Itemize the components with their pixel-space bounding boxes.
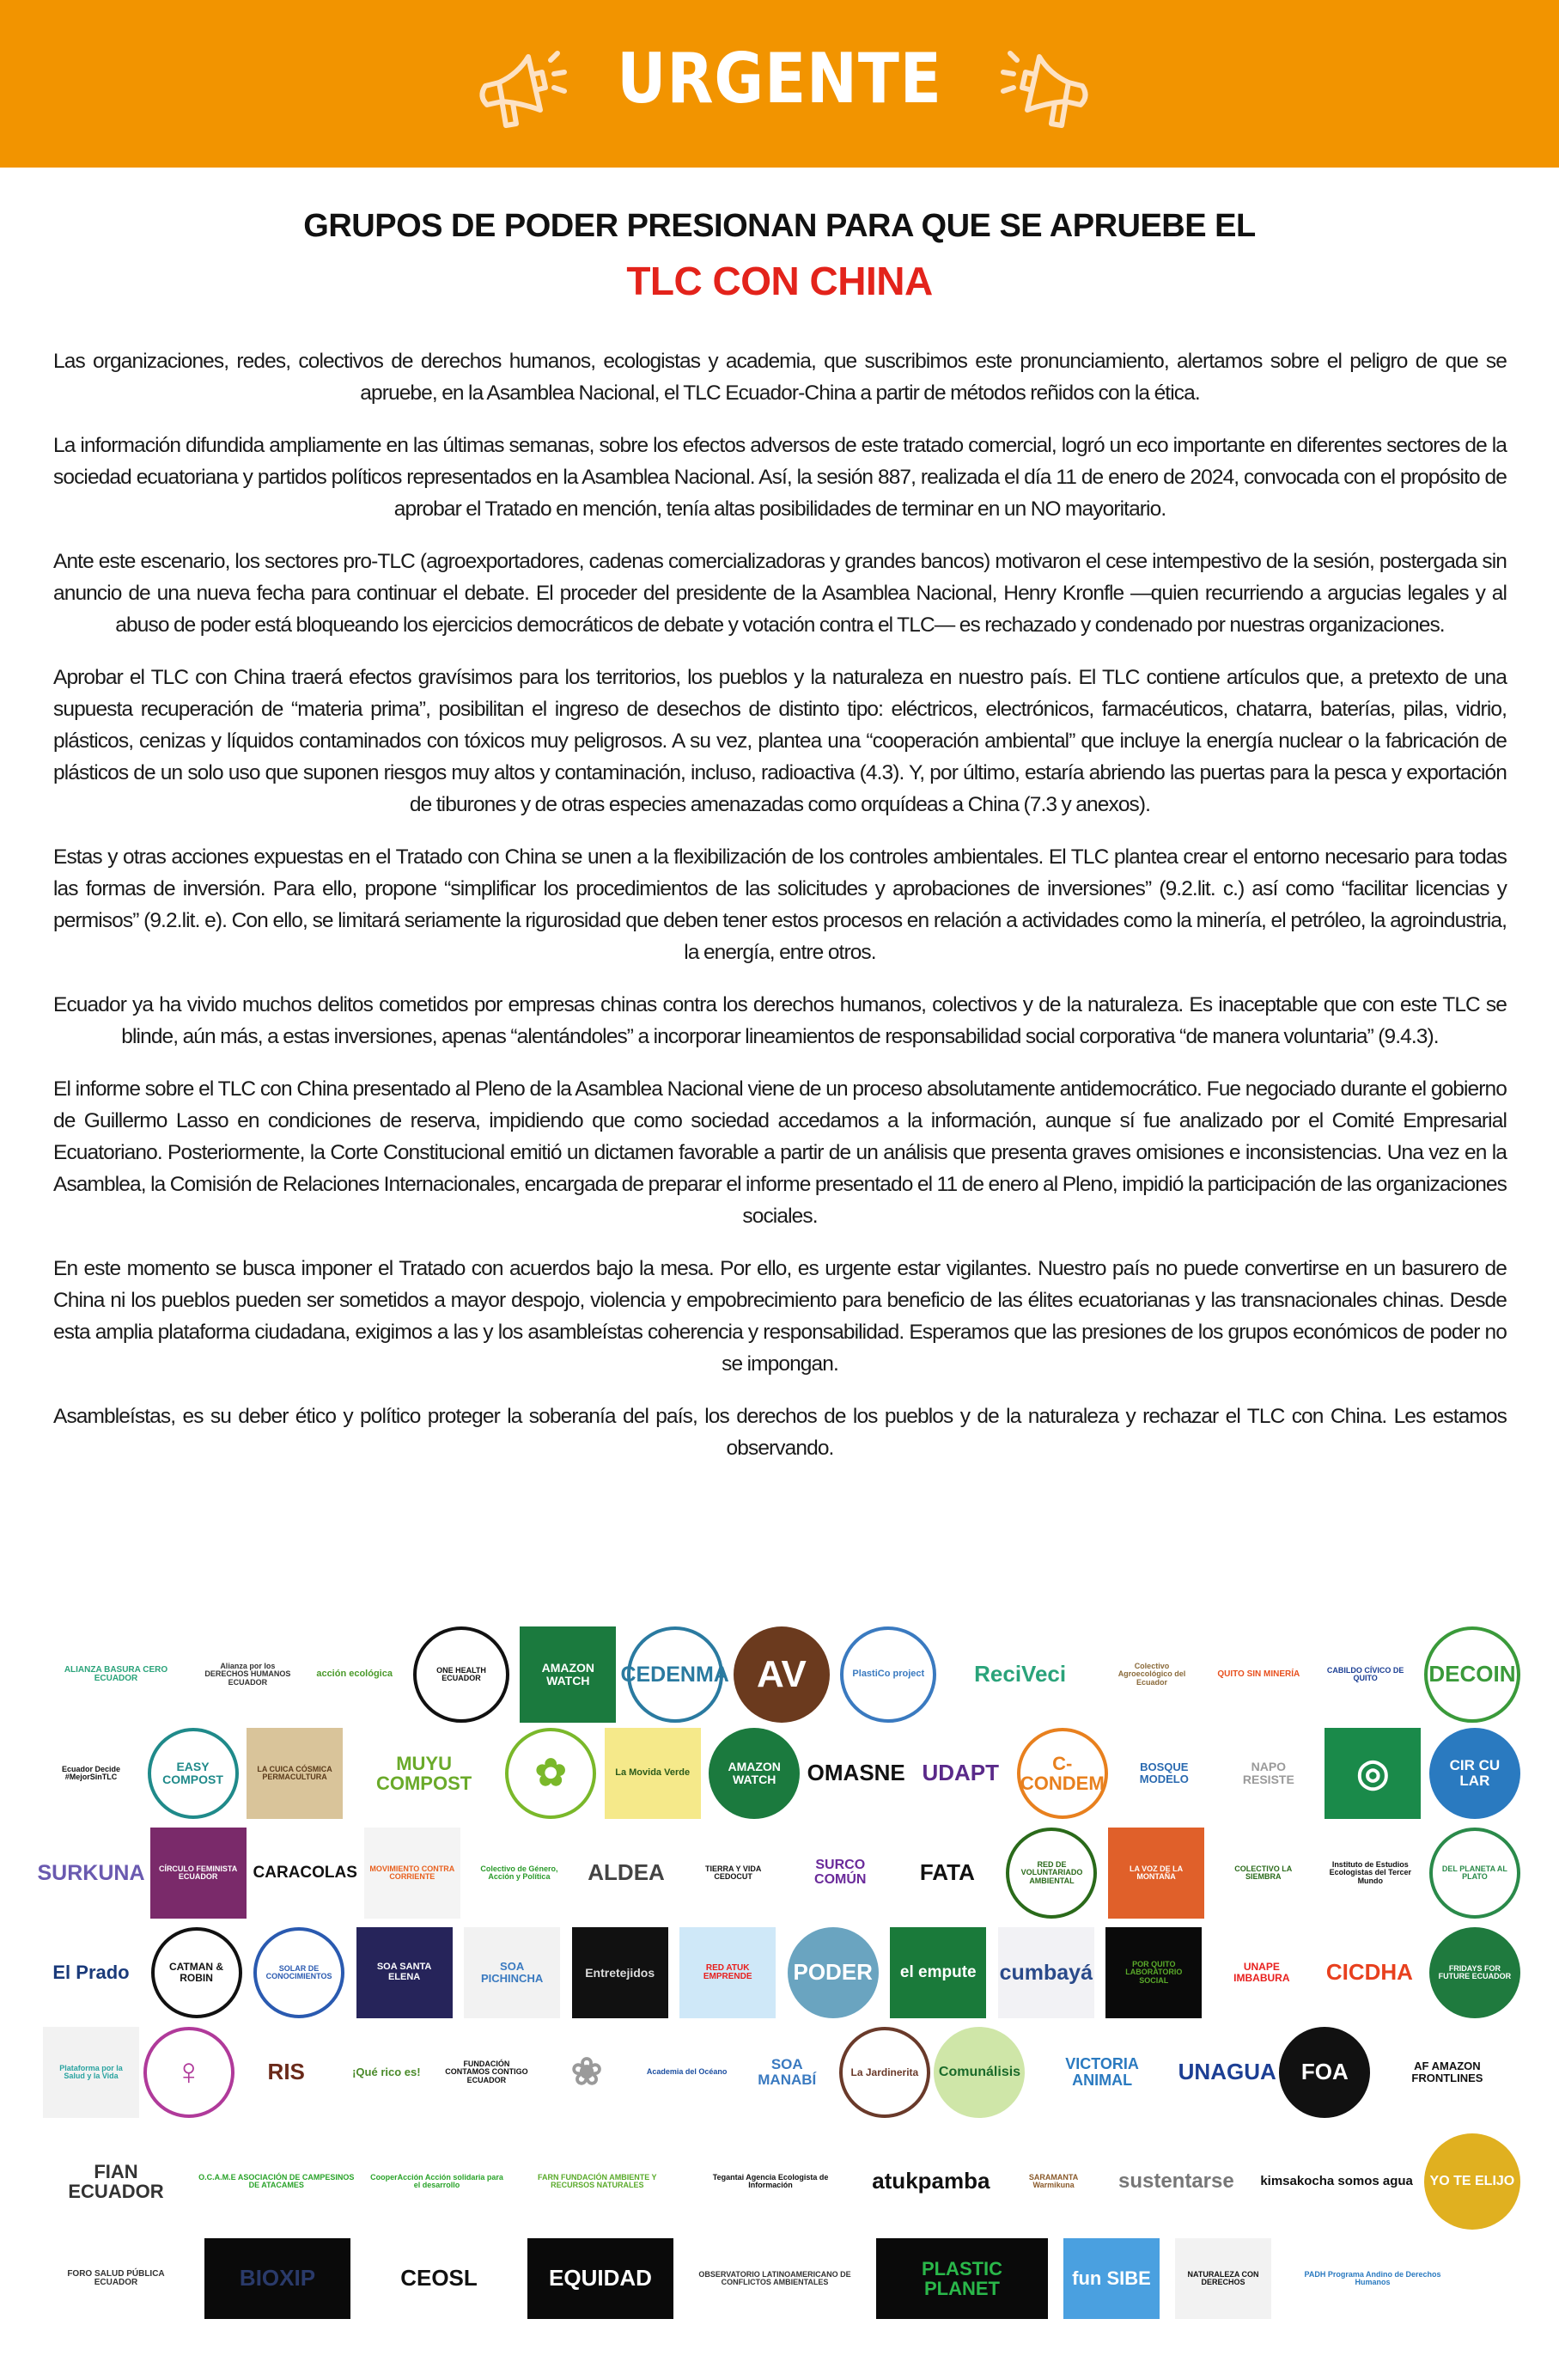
- org-logo: [1116, 1728, 1212, 1819]
- org-logo-text: FATA: [919, 1859, 975, 1886]
- paragraph: Aprobar el TLC con China traerá efectos gravísimos para los territorios, los pueblos y la naturaleza en nuestro país. El TLC contiene artículos que, a pretexto de una supuesta recuperación de “materia prima”, posibilitan el ingreso de desechos de distinto tipo: eléctricos, electrónicos, farmacéuticos, chatarra, baterías, pilas, vidrio, plásticos, cenizas y líquidos contaminados con tóxicos muy peligrosos. A su vez, plantea una “cooperación ambiental” que incluye la energía nuclear o la fabricación de plásticos de un solo uso que suponen riesgos muy altos y contaminación, incluso, radioactiva (4.3). Y, por último, estaría abriendo las puertas para la pesca y exportación de tiburones y de otras especies amenazadas como orquídeas a China (7.3 y anexos).: [53, 666, 1507, 816]
- org-logo-text: MUYU COMPOST: [375, 1752, 472, 1794]
- org-logo: [43, 1927, 139, 2018]
- org-logo: [792, 1828, 888, 1919]
- org-logo-text: ✿: [534, 1751, 567, 1794]
- org-logo: [1318, 1626, 1414, 1723]
- org-logo: [1006, 2133, 1102, 2230]
- org-logo: [143, 2027, 234, 2118]
- org-logo-text: BIOXIP: [239, 2265, 316, 2292]
- org-logo-text: NATURALEZA CON DERECHOS: [1187, 2269, 1259, 2286]
- org-logo-text: La Jardinerita: [850, 2066, 919, 2078]
- org-logo-text: CÍRCULO FEMINISTA ECUADOR: [158, 1864, 238, 1881]
- logo-row: [43, 1725, 1520, 1822]
- org-logo-text: Ecuador Decide #MejorSinTLC: [61, 1764, 121, 1781]
- org-logo-text: Entretejidos: [585, 1965, 655, 1980]
- logo-row: [37, 1825, 1520, 1921]
- org-logo-text: atukpamba: [872, 2168, 990, 2194]
- org-logo-text: AMAZON WATCH: [541, 1661, 595, 1687]
- logo-row: [43, 1925, 1520, 2021]
- org-logo: [307, 1626, 403, 1723]
- org-logo: [471, 1828, 567, 1919]
- org-logo: [685, 1828, 782, 1919]
- org-logo-text: UNAPE IMBABURA: [1233, 1961, 1290, 1984]
- org-logo: [890, 1927, 986, 2018]
- org-logo: [351, 1728, 497, 1819]
- org-logo-text: NAPO RESISTE: [1242, 1760, 1294, 1786]
- org-logo-text: PlastiCo project: [852, 1669, 925, 1680]
- paragraph: Asambleístas, es su deber ético y político proteger la soberanía del país, los derechos de los pueblos y de la naturaleza y rechazar el TLC con China. Les estamos observando.: [53, 1405, 1507, 1460]
- org-logo-text: ❀: [570, 2050, 603, 2093]
- org-logo: [1279, 2027, 1370, 2118]
- org-logo-text: acción ecológica: [316, 1669, 393, 1680]
- org-logo: [1214, 1927, 1310, 2018]
- org-logo-text: AF AMAZON FRONTLINES: [1411, 2060, 1483, 2084]
- org-logo-text: Comunálisis: [938, 2064, 1021, 2079]
- org-logo: [788, 1927, 879, 2018]
- org-logo: [912, 1728, 1008, 1819]
- org-logo-text: COLECTIVO LA SIEMBRA: [1234, 1864, 1293, 1881]
- org-logo: [679, 1927, 776, 2018]
- org-logo: [840, 1626, 936, 1723]
- org-logo-text: el empute: [899, 1963, 977, 1982]
- org-logo-text: FIAN ECUADOR: [68, 2160, 164, 2202]
- org-logo-text: BOSQUE MODELO: [1139, 1761, 1189, 1785]
- org-logo: [148, 1728, 239, 1819]
- org-logo-text: CARACOLAS: [253, 1864, 357, 1883]
- logo-row: [43, 2024, 1520, 2121]
- org-logo: [934, 2027, 1025, 2118]
- org-logo-text: LA CUICA CÓSMICA PERMACULTURA: [257, 1764, 332, 1781]
- org-logo-text: CABILDO CÍVICO DE QUITO: [1326, 1665, 1404, 1682]
- org-logo: [511, 2133, 683, 2230]
- org-logo: [709, 1728, 800, 1819]
- org-logo: [1321, 1927, 1417, 2018]
- org-logo: [1108, 1828, 1204, 1919]
- org-logo: [539, 2027, 635, 2118]
- org-logo: [876, 2238, 1048, 2319]
- org-logo: [1429, 1927, 1520, 2018]
- org-logo: [998, 1927, 1094, 2018]
- org-logo-text: FOA: [1300, 2059, 1349, 2085]
- org-logo: [199, 1626, 295, 1723]
- org-logo-text: Academia del Océano: [646, 2067, 728, 2077]
- org-logo: [734, 1626, 830, 1723]
- org-logo-text: Instituto de Estudios Ecologistas del Tercer Mundo: [1329, 1859, 1411, 1885]
- paragraph: Estas y otras acciones expuestas en el Tratado con China se unen a la flexibilización de los controles ambientales. El TLC plantea crear el entorno necesario para todas las formas de inversión. Para ello, propone “simplificar los procedimientos de las solicitudes y aprobaciones de inversiones” (9.2.lit. c.) así como “facilitar licencias y permisos” (9.2.lit. e). Con ello, se limitará seriamente la rigurosidad que deben tener estos procesos en relación a actividades como la minería, el petróleo, la agroindustria, la energía, entre otros.: [53, 845, 1507, 964]
- org-logo-text: OMASNE: [807, 1760, 905, 1786]
- org-logo: [1103, 2133, 1249, 2230]
- paragraph: El informe sobre el TLC con China presentado al Pleno de la Asamblea Nacional viene de un proceso absolutamente antidemocrático. Fue negociado durante el gobierno de Guillermo Lasso en condiciones de reserva, impidiendo que como sociedad accedamos a la información, aunque sí fue analizado por el Comité Empresarial Ecuatoriano. Posteriormente, la Corte Constitucional emitió un dictamen favorable a partir de un análisis que presenta graves omisiones e inconsistencias. Una vez en la Asamblea, la Comisión de Relaciones Internacionales, encargada de preparar el informe presentado el 11 de enero al Pleno, impidió la participación de las organizaciones sociales.: [53, 1077, 1507, 1228]
- org-logo-text: CATMAN & ROBIN: [168, 1961, 224, 1984]
- org-logo-text: SOA MANABÍ: [758, 2056, 817, 2088]
- org-logo: [505, 1728, 596, 1819]
- org-logo-text: O.C.A.M.E ASOCIACIÓN DE CAMPESINOS DE ATACAMES: [198, 2172, 355, 2189]
- org-logo-text: YO TE ELIJO: [1429, 2173, 1515, 2188]
- org-logo-text: ONE HEALTH ECUADOR: [436, 1665, 486, 1682]
- org-logo: [364, 2133, 510, 2230]
- org-logo-text: CEOSL: [400, 2265, 478, 2292]
- headline-highlight: TLC CON CHINA: [626, 259, 933, 303]
- org-logo: [1104, 1626, 1200, 1723]
- org-logo-text: SOA PICHINCHA: [481, 1960, 544, 1985]
- org-logo: [620, 1626, 729, 1723]
- org-logo-text: MOVIMIENTO CONTRA CORRIENTE: [369, 1864, 455, 1881]
- org-logo: [839, 2027, 930, 2118]
- org-logo: [37, 1828, 145, 1919]
- org-logo-text: UNAGUA: [1178, 2059, 1276, 2085]
- org-logo-text: sustentarse: [1117, 2169, 1234, 2194]
- org-logo-text: fun SIBE: [1072, 2267, 1151, 2290]
- org-logo-text: DECOIN: [1428, 1661, 1516, 1687]
- org-logo-text: ReciVeci: [974, 1661, 1067, 1687]
- paragraph: Las organizaciones, redes, colectivos de derechos humanos, ecologistas y academia, que suscribimos este pronunciamiento, alertamos sobre el peligro de que se apruebe, en la Asamblea Nacional, el TLC Ecuador-China a partir de métodos reñidos con la ética.: [53, 350, 1507, 405]
- org-logo-text: FUNDACIÓN CONTAMOS CONTIGO ECUADOR: [445, 2059, 528, 2084]
- logo-row: [43, 2131, 1520, 2232]
- org-logo: [1429, 1728, 1520, 1819]
- org-logo-text: EQUIDAD: [549, 2265, 652, 2292]
- org-logo-text: RED DE VOLUNTARIADO AMBIENTAL: [1020, 1859, 1083, 1885]
- org-logo: [1322, 1828, 1418, 1919]
- org-logo-text: DEL PLANETA AL PLATO: [1441, 1864, 1507, 1881]
- org-logo: [1029, 2027, 1175, 2118]
- org-logo: [151, 1927, 242, 2018]
- org-logo-text: FRIDAYS FOR FUTURE ECUADOR: [1438, 1963, 1512, 1980]
- logo-row: [43, 1624, 1520, 1725]
- org-logo-text: PADH Programa Andino de Derechos Humanos: [1304, 2269, 1441, 2286]
- org-logo: [1215, 1828, 1312, 1919]
- org-logo-text: FARN FUNDACIÓN AMBIENTE Y RECURSOS NATURALES: [538, 2172, 657, 2189]
- org-logo: [1063, 2238, 1160, 2319]
- org-logo: [739, 2027, 835, 2118]
- org-logo: [899, 1828, 996, 1919]
- org-logo: [578, 1828, 674, 1919]
- org-logo: [43, 2027, 139, 2118]
- headline: GRUPOS DE PODER PRESIONAN PARA QUE SE APRUEBE EL: [303, 208, 1256, 244]
- org-logo: [43, 2238, 189, 2319]
- org-logo: [527, 2238, 673, 2319]
- org-logo-text: AV: [757, 1652, 807, 1695]
- org-logo-text: RED ATUK EMPRENDE: [703, 1962, 752, 1981]
- org-logo: [1429, 1828, 1520, 1919]
- org-logo-text: CEDENMA: [620, 1662, 729, 1687]
- org-logo: [438, 2027, 534, 2118]
- org-logo: [1179, 2027, 1276, 2118]
- org-logo: [685, 2133, 856, 2230]
- org-logo-text: LA VOZ DE LA MONTAÑA: [1130, 1864, 1184, 1881]
- org-logo-text: TIERRA Y VIDA CEDOCUT: [704, 1864, 762, 1881]
- org-logo: [338, 2027, 435, 2118]
- org-logo-text: QUITO SIN MINERÍA: [1217, 1669, 1300, 1679]
- org-logo-text: ◎: [1356, 1751, 1390, 1794]
- org-logo: [947, 1626, 1093, 1723]
- org-logo: [1221, 1728, 1317, 1819]
- org-logo: [1251, 2133, 1422, 2230]
- org-logo: [1105, 1927, 1202, 2018]
- org-logo-text: ALDEA: [588, 1859, 665, 1886]
- org-logo: [43, 1728, 139, 1819]
- org-logo-text: OBSERVATORIO LATINOAMERICANO DE CONFLICTOS AMBIENTALES: [698, 2269, 851, 2286]
- org-logo: [43, 2133, 189, 2230]
- org-logo: [808, 1728, 904, 1819]
- org-logo-text: ALIANZA BASURA CERO ECUADOR: [64, 1664, 168, 1683]
- org-logo-text: POR QUITO LABORATORIO SOCIAL: [1125, 1959, 1183, 1985]
- org-logo-text: UDAPT: [922, 1760, 1000, 1786]
- org-logo: [253, 1927, 344, 2018]
- org-logo-text: ¡Qué rico es!: [352, 2066, 421, 2079]
- org-logo-text: AMAZON WATCH: [728, 1760, 781, 1786]
- org-logo-text: Plataforma por la Salud y la Vida: [59, 2063, 123, 2080]
- org-logo: [572, 1927, 668, 2018]
- org-logo-text: RIS: [267, 2059, 305, 2085]
- org-logo-text: CooperAcción Acción solidaria para el desarrollo: [370, 2172, 503, 2189]
- paragraph: Ecuador ya ha vivido muchos delitos cometidos por empresas chinas contra los derechos humanos, colectivos y de la naturaleza. Es inaceptable que con este TLC se blinde, aún más, a estas inversiones, apenas “alentándoles” a incorporar lineamientos de responsabilidad social corporativa “de manera voluntaria” (9.4.3).: [53, 993, 1507, 1048]
- megaphone-icon: [996, 34, 1099, 129]
- org-logo: [253, 1828, 357, 1919]
- org-logo-text: SURCO COMÚN: [814, 1858, 867, 1887]
- org-logo-text: VICTORIA ANIMAL: [1065, 2055, 1139, 2089]
- logo-row: [43, 2236, 1520, 2322]
- org-logo-text: SOA SANTA ELENA: [376, 1962, 432, 1982]
- org-logo: [247, 1728, 343, 1819]
- org-logo-text: cumbayá: [999, 1960, 1093, 1985]
- org-logo-text: ♀: [174, 2050, 204, 2093]
- urgent-title: URGENTE: [617, 39, 942, 119]
- org-logo: [689, 2238, 861, 2319]
- org-logo: [204, 2238, 350, 2319]
- org-logo-text: SURKUNA: [37, 1860, 145, 1885]
- statement-body: [53, 345, 1507, 1485]
- org-logo: [1424, 1626, 1520, 1723]
- org-logo: [605, 1728, 701, 1819]
- org-logo: [356, 1927, 453, 2018]
- org-logo-text: Colectivo Agroecológico del Ecuador: [1117, 1661, 1186, 1687]
- org-logo-text: CIR CU LAR: [1449, 1757, 1501, 1789]
- org-logo: [191, 2133, 362, 2230]
- org-logo: [1424, 2133, 1520, 2230]
- org-logo: [464, 1927, 560, 2018]
- org-logo: [150, 1828, 247, 1919]
- org-logo: [1006, 1828, 1097, 1919]
- org-logo: [366, 2238, 512, 2319]
- org-logo-text: PLASTIC PLANET: [921, 2257, 1003, 2299]
- org-logo-text: La Movida Verde: [615, 1767, 691, 1779]
- org-logo-text: CICDHA: [1325, 1959, 1413, 1986]
- org-logo-text: PODER: [793, 1959, 873, 1986]
- paragraph: En este momento se busca imponer el Tratado con acuerdos bajo la mesa. Por ello, es urgente estar vigilantes. Nuestro país no puede convertirse en un basurero de China ni los pueblos pueden ser sometidos a mayor despojo, violencia y empobrecimiento para beneficio de las élites ecuatorianas y las transnacionales chinas. Desde esta amplia plataforma ciudadana, exigimos a las y los asambleístas coherencia y responsabilidad. Esperamos que las presiones de los grupos económicos de poder no se impongan.: [53, 1257, 1507, 1376]
- org-logo-text: Alianza por los DERECHOS HUMANOS ECUADOR: [204, 1661, 291, 1687]
- org-logo-text: EASY COMPOST: [162, 1760, 223, 1786]
- org-logo: [1017, 1728, 1108, 1819]
- org-logo: [1175, 2238, 1271, 2319]
- org-logo: [858, 2133, 1004, 2230]
- urgent-banner: [0, 0, 1559, 168]
- org-logo: [364, 1828, 460, 1919]
- org-logo: [639, 2027, 735, 2118]
- org-logo-text: kimsakocha somos agua: [1260, 2174, 1413, 2189]
- org-logo-text: El Prado: [52, 1962, 130, 1984]
- org-logo-text: Colectivo de Género, Acción y Política: [480, 1864, 558, 1881]
- paragraph: Ante este escenario, los sectores pro-TLC (agroexportadores, cadenas comercializadoras y grandes bancos) motivaron el cese intempestivo de la sesión, postergada sin anuncio de una nueva fecha para continuar el debate. El proceder del presidente de la Asamblea Nacional, Henry Kronfle —quien recurriendo a argucias legales y al abuso de poder está bloqueando los ejercicios democráticos de debate y votación contra el TLC— es rechazado y condenado por nuestras organizaciones.: [53, 550, 1507, 637]
- org-logo-text: SARAMANTA Warmikuna: [1028, 2172, 1079, 2189]
- org-logo: [238, 2027, 334, 2118]
- org-logo-text: FORO SALUD PÚBLICA ECUADOR: [67, 2268, 165, 2287]
- org-logo: [1325, 1728, 1421, 1819]
- org-logo: [1287, 2238, 1459, 2319]
- org-logo: [413, 1626, 509, 1723]
- org-logo-text: SOLAR DE CONOCIMIENTOS: [265, 1963, 332, 1980]
- paragraph: La información difundida ampliamente en las últimas semanas, sobre los efectos adversos de este tratado comercial, logró un eco importante en diferentes sectores de la sociedad ecuatoriana y partidos políticos representados en la Asamblea Nacional. Así, la sesión 887, realizada el día 11 de enero de 2024, convocada con el propósito de aprobar el Tratado en mención, tenía altas posibilidades de terminar en un NO mayoritario.: [53, 434, 1507, 521]
- org-logo-text: Tegantai Agencia Ecologista de Información: [712, 2172, 829, 2189]
- org-logo: [1210, 1626, 1306, 1723]
- org-logo: [1374, 2027, 1520, 2118]
- org-logo: [520, 1626, 616, 1723]
- org-logo: [43, 1626, 189, 1723]
- org-logo-text: C-CONDEM: [1020, 1752, 1105, 1794]
